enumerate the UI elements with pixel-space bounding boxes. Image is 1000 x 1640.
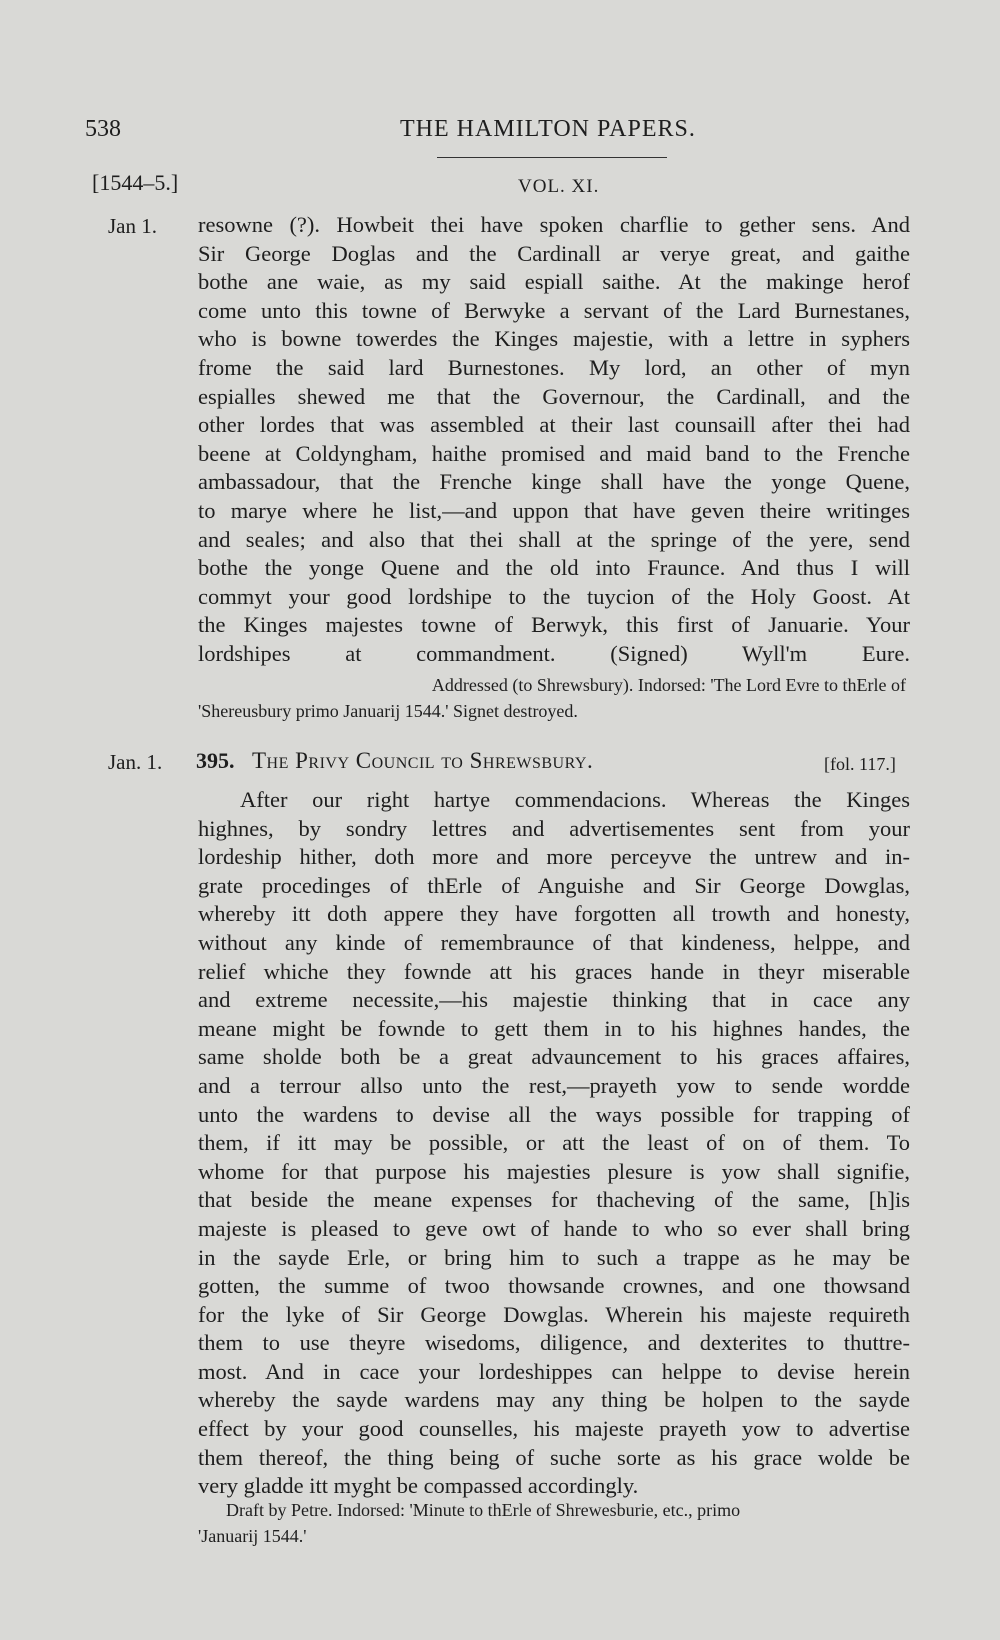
text-line: very gladde itt myght be compassed accordingly. — [198, 1473, 639, 1499]
text-line: them to use theyre wisedoms, diligence, and dexterites to thuttre- — [198, 1330, 910, 1356]
text-line: meane might be fownde to gett them in to his highnes handes, the — [198, 1015, 910, 1041]
text-line: effect by your good counselles, his majeste prayeth yow to advertise — [198, 1416, 910, 1442]
text-line: for the lyke of Sir George Dowglas. Wherein his majeste requireth — [198, 1301, 910, 1327]
text-line: highnes, by sondry lettres and advertisementes sent from your — [198, 815, 910, 841]
text-line: lordeship hither, doth more and more perceyve the untrew and in- — [198, 844, 910, 870]
text-line: and extreme necessite,—his majestie thinking that in cace any — [198, 987, 910, 1013]
text-line: same sholde both be a great advauncement to his graces affaires, — [198, 1044, 910, 1070]
text-line: them, if itt may be possible, or att the least of on of them. To — [198, 1130, 910, 1156]
text-line: the Kinges majestes towne of Berwyk, this first of Januarie. Your — [198, 612, 910, 638]
entry-title: The Privy Council to Shrewsbury. — [252, 748, 594, 773]
text-line: whereby the sayde wardens may any thing be holpen to the sayde — [198, 1387, 910, 1413]
text-line: other lordes that was assembled at their last counsaill after thei had — [198, 412, 910, 438]
text-line: who is bowne towerdes the Kinges majestie, with a lettre in syphers — [198, 326, 910, 352]
text-line: grate procedinges of thErle of Anguishe and Sir George Dowglas, — [198, 872, 910, 898]
letter-endorsement — [198, 672, 910, 724]
text-line: lordshipes at commandment. (Signed) Wyll'm Eure. — [198, 640, 910, 666]
text-line: gotten, the summe of twoo thowsande crownes, and one thowsand — [198, 1273, 910, 1299]
text-line: bothe the yonge Quene and the old into Fraunce. And thus I will — [198, 555, 910, 581]
text-line: and a terrour allso unto the rest,—prayeth yow to sende wordde — [198, 1072, 910, 1098]
entry-heading — [196, 748, 593, 774]
volume-label: VOL. XI. — [518, 176, 600, 197]
text-line: espialles shewed me that the Governour, the Cardinall, and the — [198, 383, 910, 409]
text-line: resowne (?). Howbeit thei have spoken charflie to gether sens. And — [198, 212, 910, 237]
text-line: commyt your good lordshipe to the tuycion of the Holy Goost. At — [198, 583, 910, 609]
text-line: most. And in cace your lordeshippes can helppe to devise herein — [198, 1358, 910, 1384]
text-line: in the sayde Erle, or bring him to such a trappe as he may be — [198, 1244, 910, 1270]
text-line: to marye where he list,—and uppon that have geven theire writinges — [198, 497, 910, 523]
page-number: 538 — [85, 116, 121, 142]
margin-date-letter1: Jan 1. — [108, 214, 157, 238]
year-bracket: [1544–5.] — [92, 170, 179, 195]
text-line: majeste is pleased to geve owt of hande to who so ever shall bring — [198, 1215, 910, 1241]
entry-body — [198, 786, 910, 1501]
text-line: them thereof, the thing being of suche sorte as his grace wolde be — [198, 1444, 910, 1470]
note-line: 'Januarij 1544.' — [198, 1526, 307, 1546]
text-line: frome the said lard Burnestones. My lord, an other of myn — [198, 354, 910, 380]
running-title: THE HAMILTON PAPERS. — [400, 116, 696, 142]
text-line: without any kinde of remembraunce of that kindeness, helppe, and — [198, 929, 910, 955]
text-line: and seales; and also that thei shall at the springe of the yere, send — [198, 526, 910, 552]
text-line: After our right hartye commendacions. Whereas the Kinges — [240, 787, 910, 812]
entry-endorsement — [198, 1497, 910, 1549]
text-line: relief whiche they fownde att his graces hande in theyr miserable — [198, 958, 910, 984]
note-line: 'Shereusbury primo Januarij 1544.' Signet destroyed. — [198, 701, 578, 721]
note-line: Addressed (to Shrewsbury). Indorsed: 'The Lord Evre to thErle of — [431, 675, 906, 695]
note-line: Draft by Petre. Indorsed: 'Minute to thErle of Shrewesburie, etc., primo — [226, 1500, 741, 1520]
folio-reference: [fol. 117.] — [824, 754, 896, 774]
text-line: whereby itt doth appere they have forgotten all trowth and honesty, — [198, 901, 910, 927]
text-line: unto the wardens to devise all the ways possible for trapping of — [198, 1101, 910, 1127]
text-line: ambassadour, that the Frenche kinge shall have the yonge Quene, — [198, 469, 910, 495]
text-line: come unto this towne of Berwyke a servant of the Lard Burnestanes, — [198, 297, 910, 323]
entry-number: 395. — [196, 748, 235, 773]
text-line: that beside the meane expenses for thacheving of the same, [h]is — [198, 1187, 910, 1213]
letter-body — [198, 211, 910, 669]
margin-date-entry395: Jan. 1. — [108, 750, 163, 774]
header-rule — [437, 157, 667, 158]
text-line: Sir George Doglas and the Cardinall ar verye great, and gaithe — [198, 240, 910, 266]
text-line: whome for that purpose his majesties plesure is yow shall signifie, — [198, 1158, 910, 1184]
text-line: beene at Coldyngham, haithe promised and maid band to the Frenche — [198, 440, 910, 466]
text-line: bothe ane waie, as my said espiall saithe. At the makinge herof — [198, 269, 910, 295]
